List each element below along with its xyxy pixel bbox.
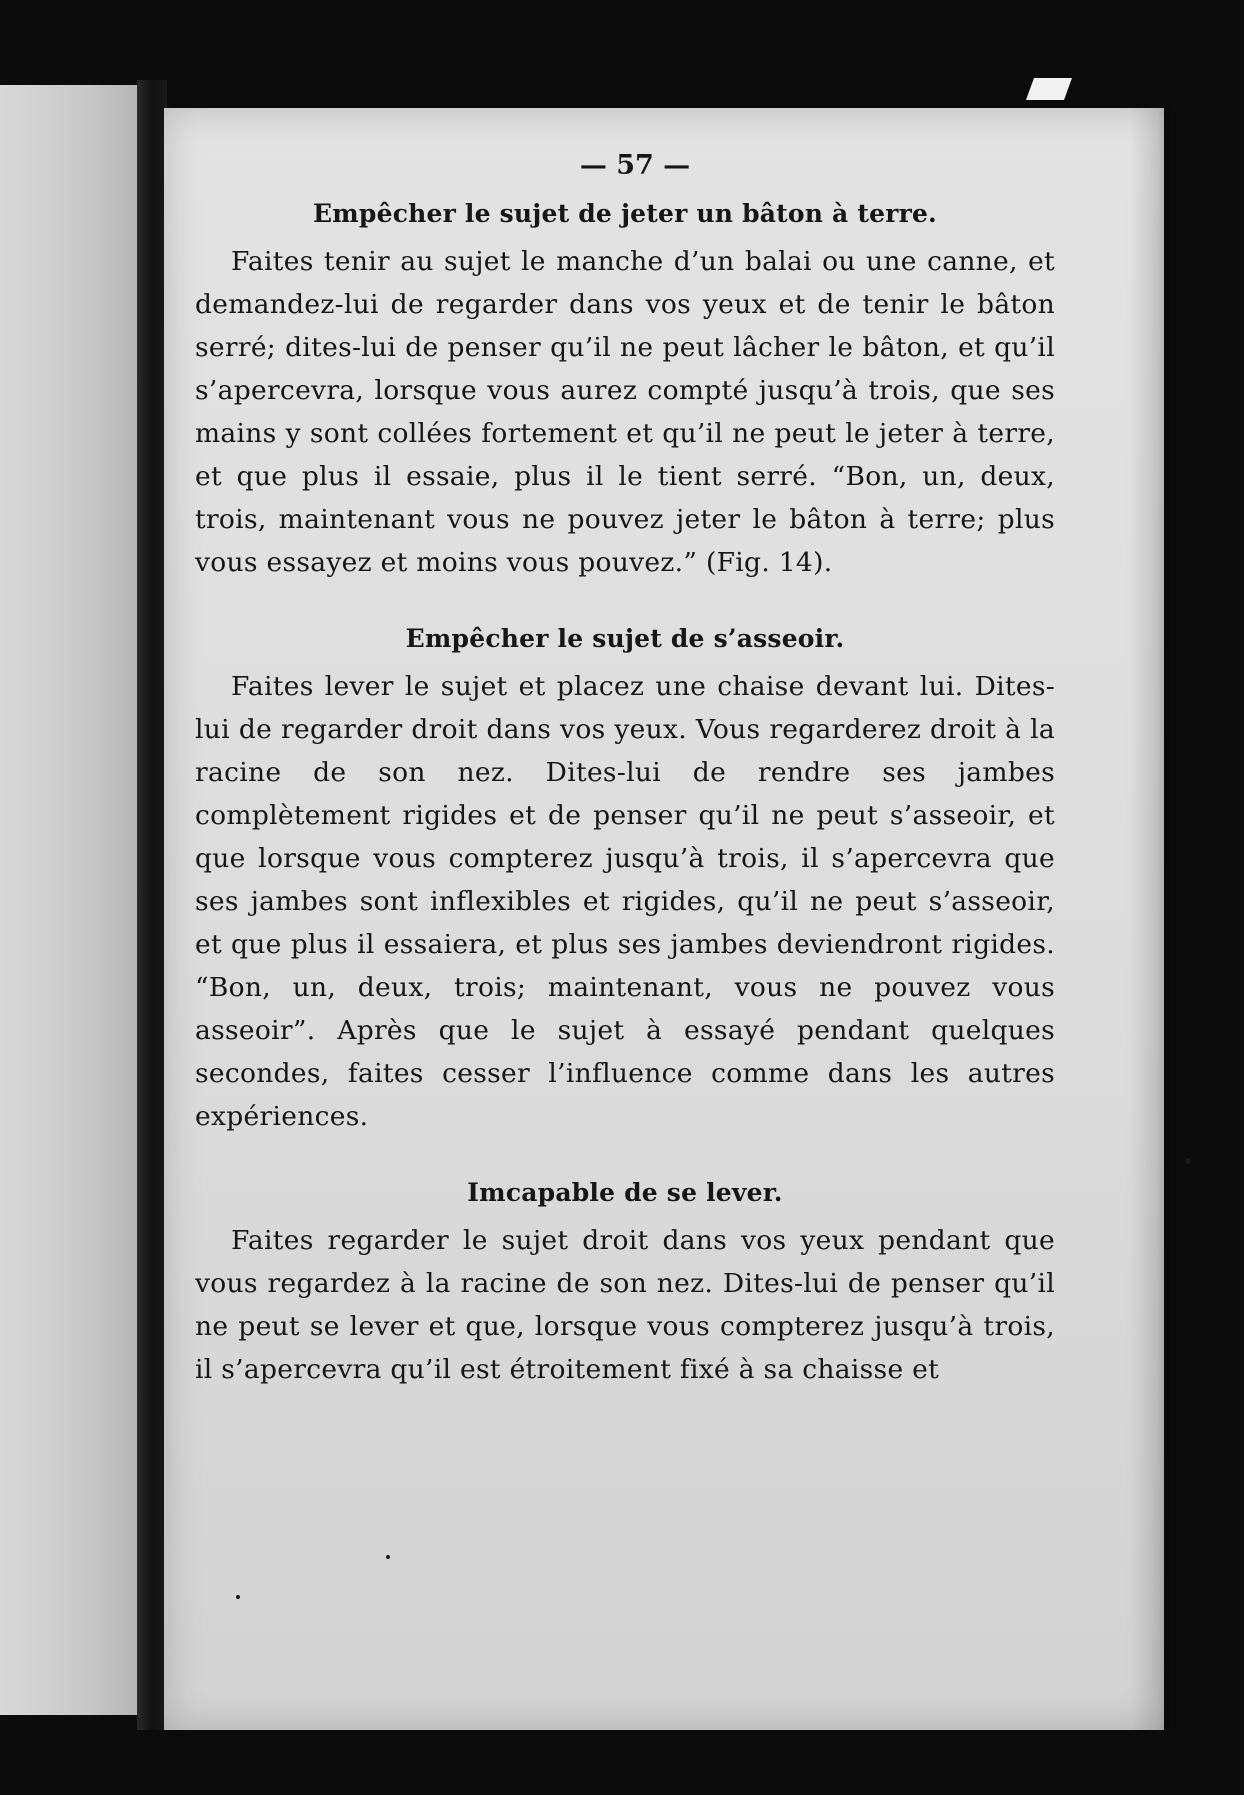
- book-gutter: [137, 80, 167, 1730]
- section-spacer: [195, 1138, 1055, 1178]
- section-paragraph: Faites regarder le sujet droit dans vos yeux pendant que vous regardez à la racine de son nez. Dites-lui de penser qu’il ne peut se lever et que, lorsque vous compterez jusqu’à trois, il s’apercevra qu’il est étroitement fixé à sa chaisse et: [195, 1225, 1055, 1385]
- page-content: [195, 150, 1055, 1391]
- dust-speck: [1185, 1158, 1191, 1164]
- section-paragraph: Faites lever le sujet et placez une chaise devant lui. Dites-lui de regarder droit dans vos yeux. Vous regarderez droit à la racine de son nez. Dites-lui de rendre ses jambes complètement rigides et de penser qu’il ne peut s’asseoir, et que lorsque vous compterez jusqu’à trois, il s’apercevra que ses jambes sont inflexibles et rigides, qu’il ne peut s’asseoir, et que plus il essaiera, et plus ses jambes deviendront rigides. “Bon, un, deux, trois; maintenant, vous ne pouvez vous asseoir”. Après que le sujet à essayé pendant quelques secondes, faites cesser l’influence comme dans les autres expériences.: [195, 671, 1055, 1132]
- section-spacer: [195, 584, 1055, 624]
- section-heading: Empêcher le sujet de jeter un bâton à terre.: [313, 199, 937, 228]
- dust-speck: [236, 1595, 240, 1599]
- section-heading: Imcapable de se lever.: [467, 1178, 783, 1207]
- section-heading: Empêcher le sujet de s’asseoir.: [405, 624, 845, 653]
- page-edge-shadow: [1130, 108, 1170, 1730]
- dust-speck: [386, 1555, 390, 1559]
- left-page-edge: [0, 85, 137, 1715]
- corner-mark: [1026, 78, 1072, 100]
- section-paragraph: Faites tenir au sujet le manche d’un balai ou une canne, et demandez-lui de regarder dans vos yeux et de tenir le bâton serré; dites-lui de penser qu’il ne peut lâcher le bâton, et qu’il s’apercevra, lorsque vous aurez compté jusqu’à trois, que ses mains y sont collées fortement et qu’il ne peut le jeter à terre, et que plus il essaie, plus il le tient serré. “Bon, un, deux, trois, maintenant vous ne pouvez jeter le bâton à terre; plus vous essayez et moins vous pouvez.” (Fig. 14).: [195, 246, 1055, 578]
- page-number: — 57 —: [579, 150, 691, 181]
